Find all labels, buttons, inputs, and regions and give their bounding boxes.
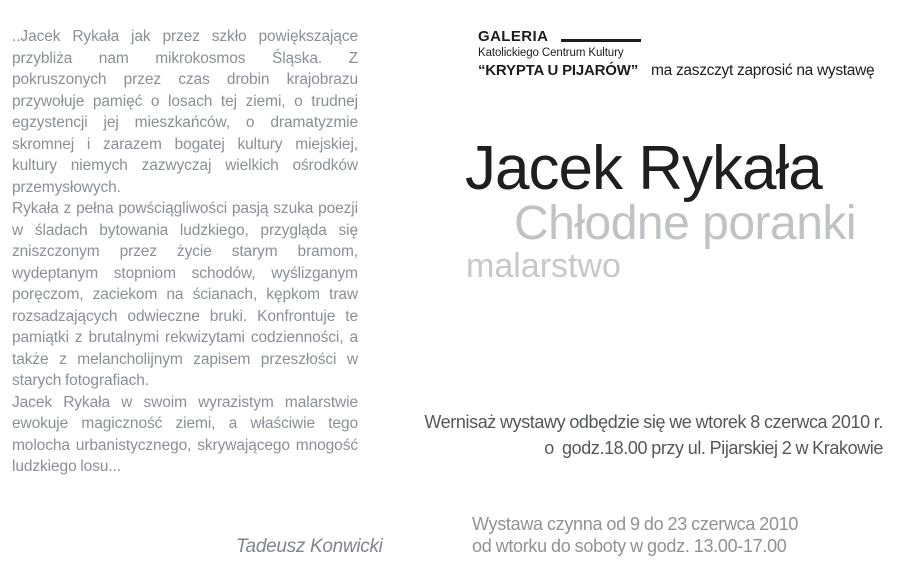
gallery-name-row: [478, 29, 874, 44]
exhibition-medium: malarstwo: [466, 247, 621, 285]
artist-name-title: Jacek Rykała: [465, 134, 822, 203]
vernissage-line-2: o godz.18.00 przy ul. Pijarskiej 2 w Krakowie: [544, 438, 883, 458]
gallery-header: [478, 29, 874, 79]
gallery-subtitle: Katolickiego Centrum Kultury: [478, 47, 624, 59]
exhibition-title: Chłodne poranki: [514, 197, 857, 250]
header-rule: [561, 39, 641, 42]
opening-hours-info: [472, 513, 798, 557]
hours-line-2: od wtorku do soboty w godz. 13.00-17.00: [472, 536, 787, 556]
essay-paragraph: Jacek Rykała w swoim wyrazistym malarstwie ewokuje magiczność ziemi, a właściwie tego molocha urbanistycznego, skrywającego mnogość ludzkiego losu...: [12, 393, 358, 475]
invitation-phrase: ma zaszczyt zaprosić na wystawę: [651, 62, 875, 79]
vernissage-info: [424, 409, 883, 461]
essay-column: [12, 26, 358, 478]
gallery-name: GALERIA: [478, 28, 549, 45]
essay-paragraph: Rykała z pełna powściągliwości pasją szuka poezji w śladach bytowania ludzkiego, przygląda się zniszczonym przez życie starym bramom, wydeptanym stopniom schodów, wyślizganym poręczom, zaciekom na ścianach, kępkom traw rozsadzających odwieczne bruki. Konfrontuje te pamiątki z brutalnymi rekwizytami codzienności, a także z melancholijnym zapisem przeszłości w starych fotografiach.: [12, 200, 358, 389]
vernissage-line-1: Wernisaż wystawy odbędzie się we wtorek 8 czerwca 2010 r.: [424, 412, 883, 432]
hours-line-1: Wystawa czynna od 9 do 23 czerwca 2010: [472, 514, 799, 534]
gallery-venue: “KRYPTA U PIJARÓW”: [478, 62, 639, 79]
gallery-venue-row: [478, 62, 874, 79]
essay-paragraph: ..Jacek Rykała jak przez szkło powiększające przybliża nam mikrokosmos Śląska. Z pokruszonych przez czas drobin krajobrazu przywołuje pamięć o losach tej ziemi, o trudnej egzystencji jej mieszkańców, o dramatyzmie skromnej i zarazem bogatej kultury miejskiej, kultury niemych zazwyczaj wielkich ośrodków przemysłowych.: [12, 28, 358, 196]
essay-signature: Tadeusz Konwicki: [236, 536, 383, 557]
